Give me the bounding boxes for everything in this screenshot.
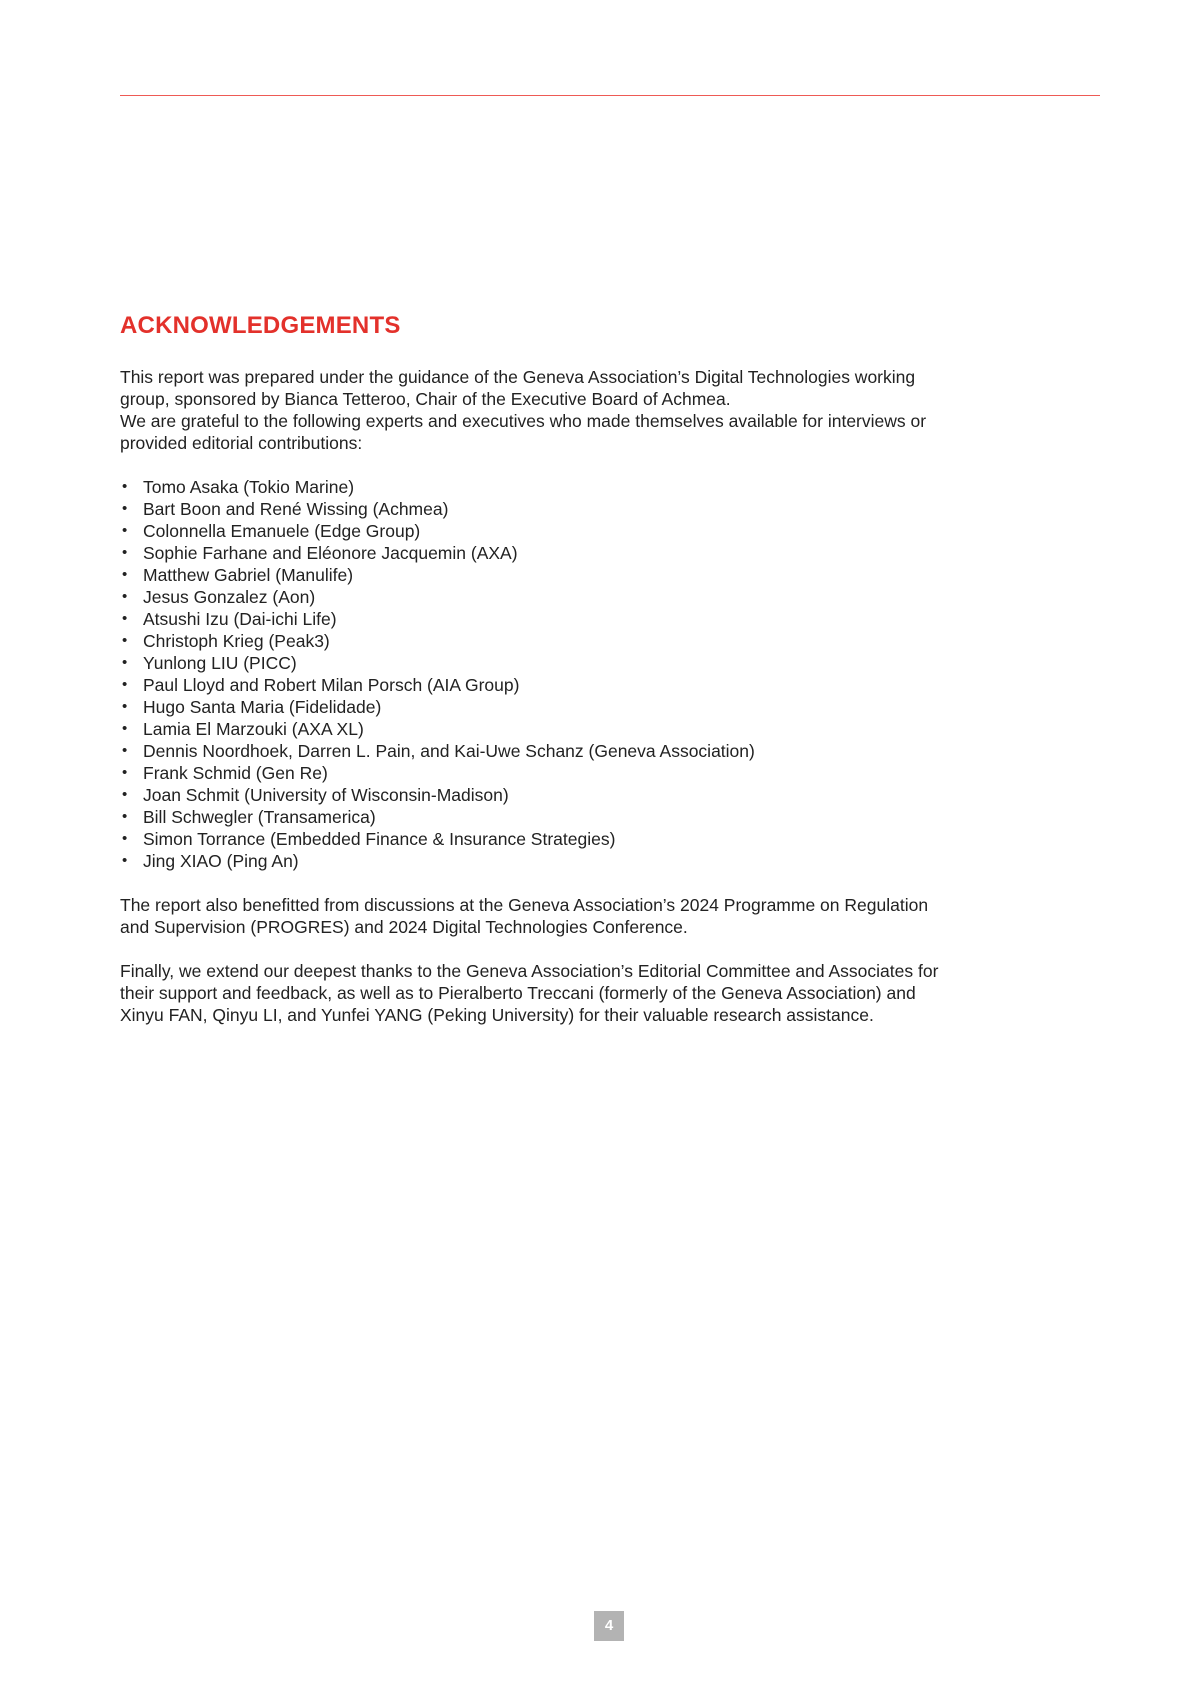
list-item: • Frank Schmid (Gen Re) bbox=[120, 762, 940, 784]
list-item: • Christoph Krieg (Peak3) bbox=[120, 630, 940, 652]
list-item: • Matthew Gabriel (Manulife) bbox=[120, 564, 940, 586]
contributor-list bbox=[120, 476, 940, 872]
list-item: • Colonnella Emanuele (Edge Group) bbox=[120, 520, 940, 542]
intro-paragraph-2: We are grateful to the following experts and executives who made themselves available for interviews or provided editorial contributions: bbox=[120, 411, 927, 453]
closing-paragraph-2: Finally, we extend our deepest thanks to the Geneva Association’s Editorial Committee and Associates for their support and feedback, as well as to Pieralberto Treccani (formerly of the Geneva Association) and Xinyu FAN, Qinyu LI, and Yunfei YANG (Peking University) for their valuable research assistance. bbox=[120, 961, 939, 1025]
acknowledgements-section bbox=[120, 310, 940, 1026]
list-item: • Dennis Noordhoek, Darren L. Pain, and Kai-Uwe Schanz (Geneva Association) bbox=[120, 740, 940, 762]
list-item: • Jing XIAO (Ping An) bbox=[120, 850, 940, 872]
list-item: • Atsushi Izu (Dai-ichi Life) bbox=[120, 608, 940, 630]
closing-paragraph-1: The report also benefitted from discussions at the Geneva Association’s 2024 Programme on Regulation and Supervision (PROGRES) and 2024 Digital Technologies Conference. bbox=[120, 895, 929, 937]
list-item: • Hugo Santa Maria (Fidelidade) bbox=[120, 696, 940, 718]
list-item: • Simon Torrance (Embedded Finance & Insurance Strategies) bbox=[120, 828, 940, 850]
list-item: • Yunlong LIU (PICC) bbox=[120, 652, 940, 674]
list-item: • Bill Schwegler (Transamerica) bbox=[120, 806, 940, 828]
list-item: • Tomo Asaka (Tokio Marine) bbox=[120, 476, 940, 498]
page-title: ACKNOWLEDGEMENTS bbox=[120, 312, 401, 339]
list-item: • Paul Lloyd and Robert Milan Porsch (AIA Group) bbox=[120, 674, 940, 696]
list-item: • Lamia El Marzouki (AXA XL) bbox=[120, 718, 940, 740]
list-item: • Joan Schmit (University of Wisconsin-Madison) bbox=[120, 784, 940, 806]
list-item: • Sophie Farhane and Eléonore Jacquemin (AXA) bbox=[120, 542, 940, 564]
header-rule bbox=[120, 95, 1100, 96]
intro-paragraph-1: This report was prepared under the guidance of the Geneva Association’s Digital Technologies working group, sponsored by Bianca Tetteroo, Chair of the Executive Board of Achmea. bbox=[120, 367, 916, 409]
list-item: • Jesus Gonzalez (Aon) bbox=[120, 586, 940, 608]
list-item: • Bart Boon and René Wissing (Achmea) bbox=[120, 498, 940, 520]
page-number-badge: 4 bbox=[594, 1611, 624, 1641]
